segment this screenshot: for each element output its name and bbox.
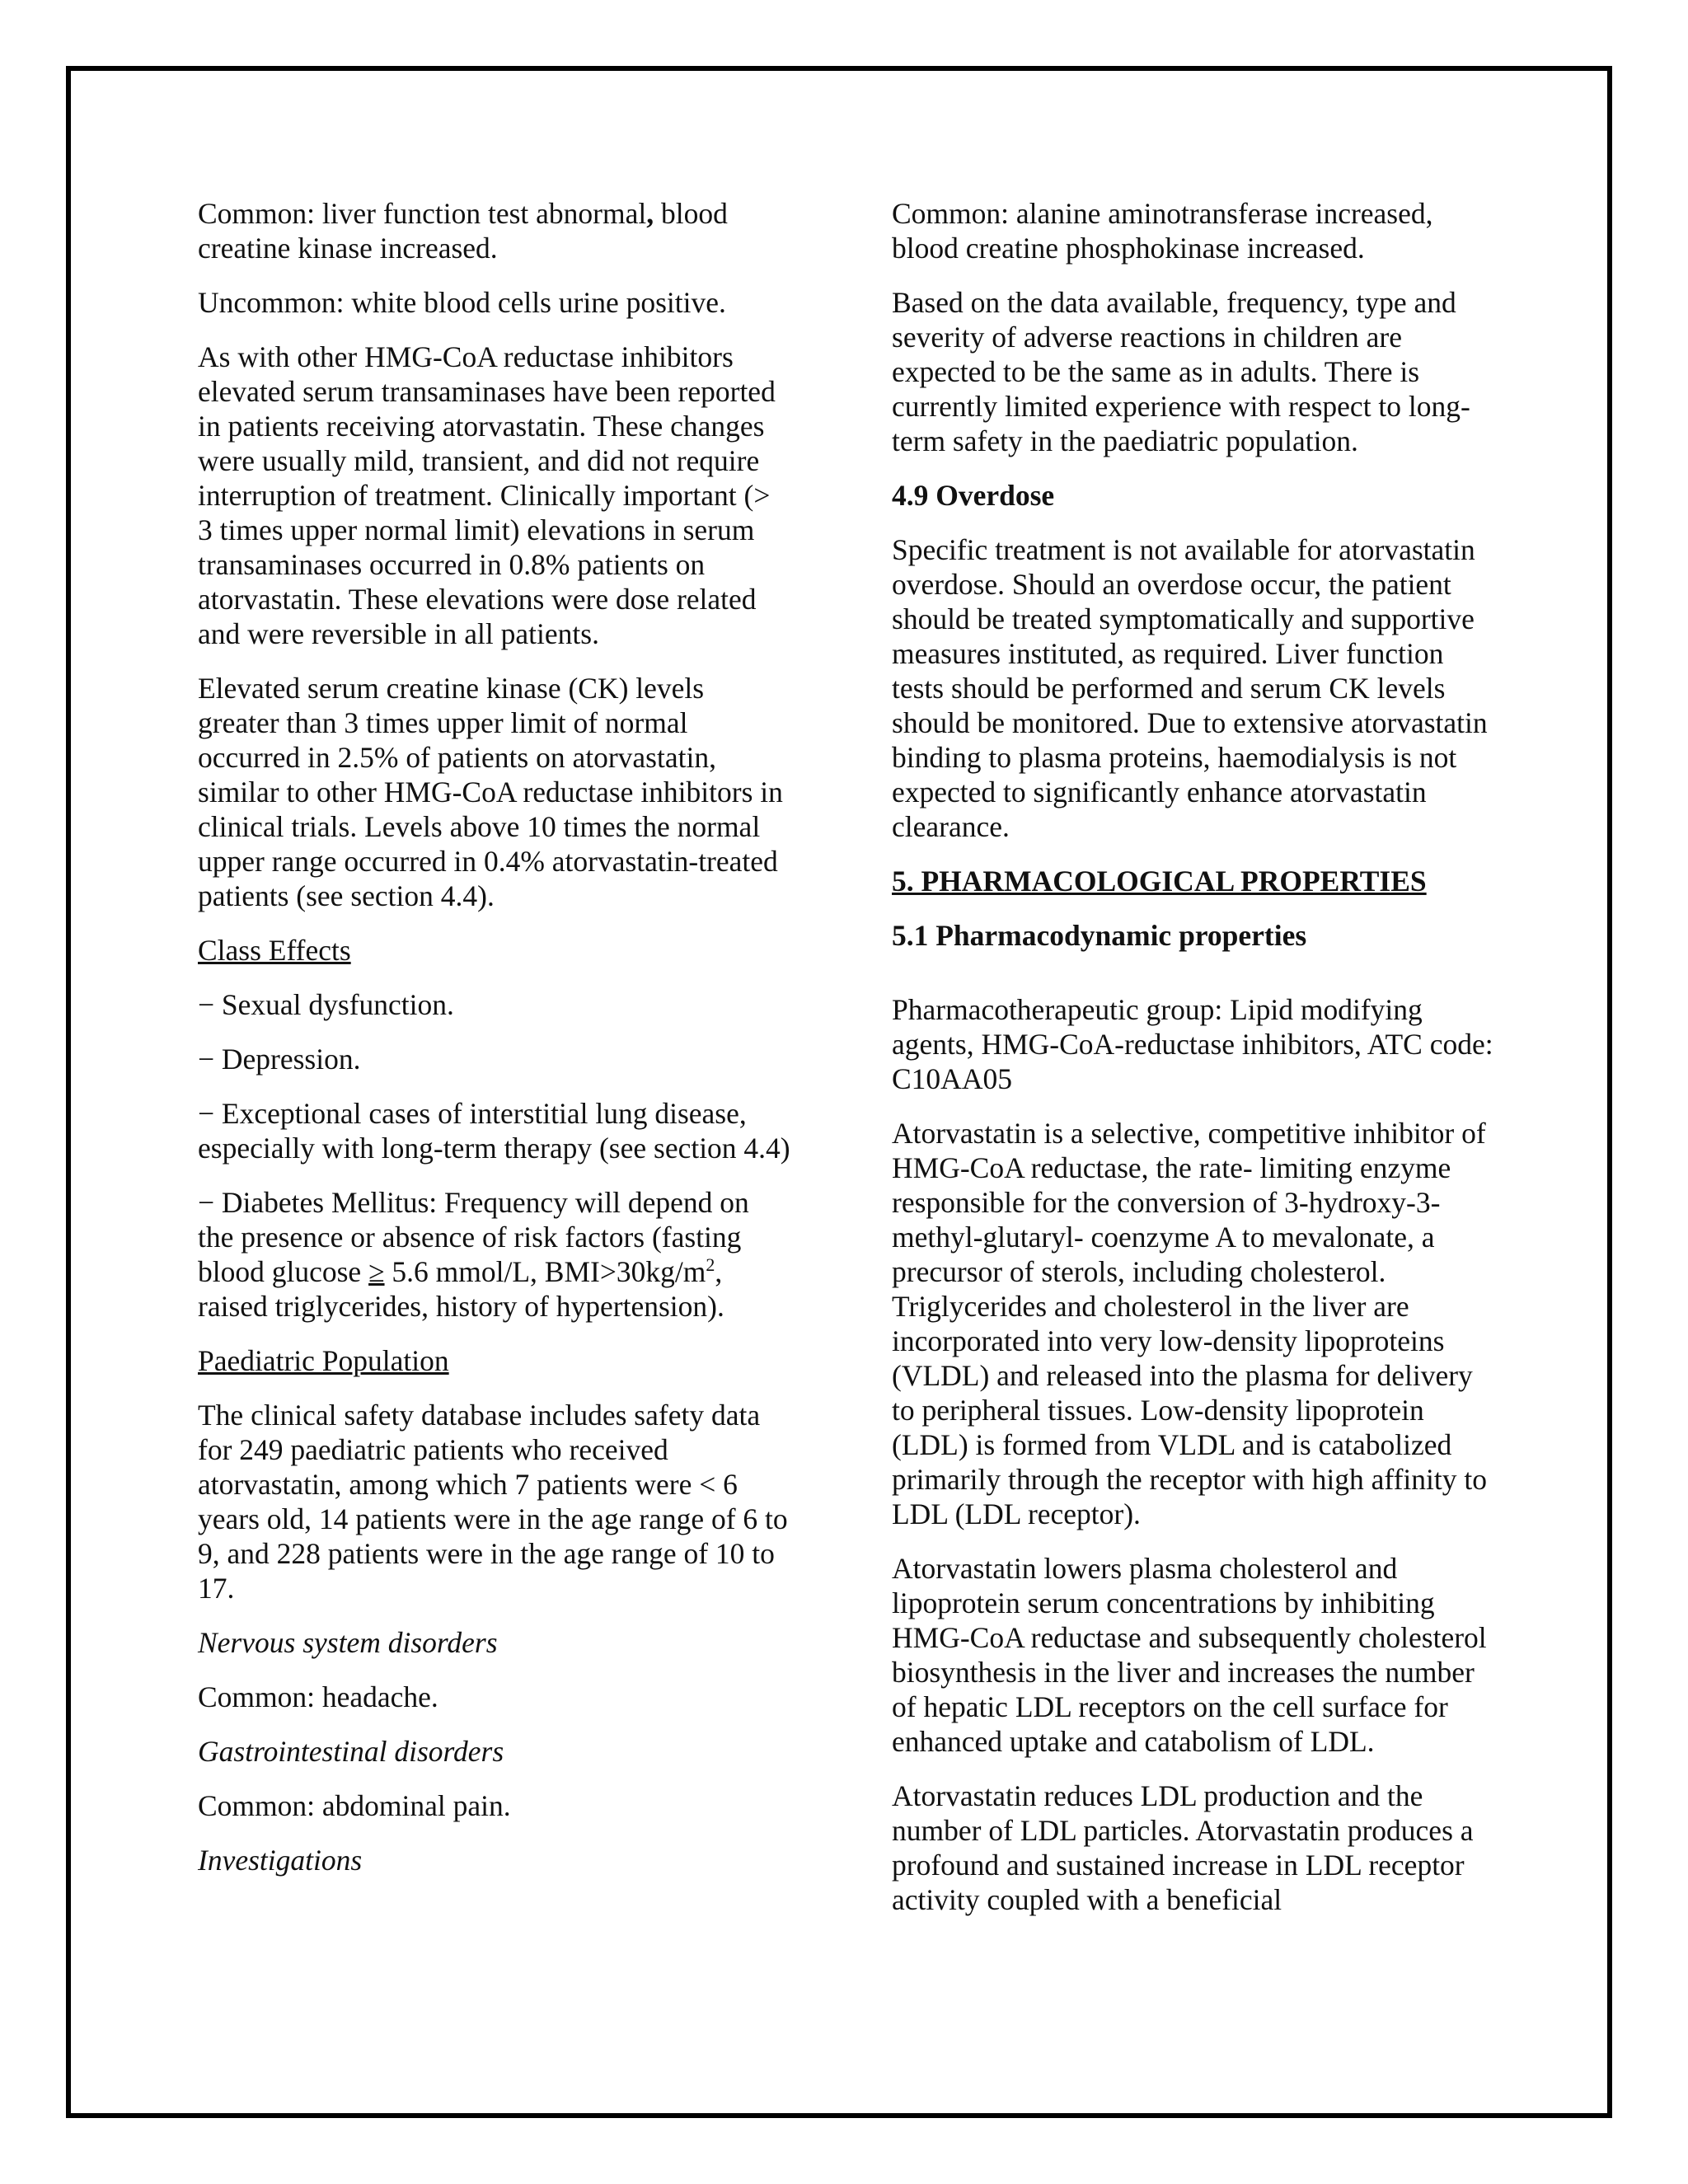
paragraph-pharmacotherapeutic-group: Pharmacotherapeutic group: Lipid modifying agents, HMG-CoA-reductase inhibitors, ATC code: C10AA05 (892, 993, 1493, 1095)
paragraph-ck-levels: Elevated serum creatine kinase (CK) levels greater than 3 times upper limit of normal occurred in 2.5% of patients on atorvastatin, similar to other HMG-CoA reductase inhibitors in clinical trials. Levels above 10 times the normal upper range occurred in 0.4% atorvastatin-treated patients (see section 4.4). (198, 672, 783, 912)
paragraph-uncommon: Uncommon: white blood cells urine positive. (198, 286, 726, 319)
heading-overdose: 4.9 Overdose (892, 479, 1055, 512)
paragraph-lft-common: Common: liver function test abnormal, blood creatine kinase increased. (198, 197, 728, 265)
paragraph-overdose: Specific treatment is not available for atorvastatin overdose. Should an overdose occur, the patient should be treated symptomatically and supportive measures instituted, as required. Liver function tests should be performed and serum CK levels should be monitored. Due to extensive atorvastatin binding to plasma proteins, haemodialysis is not expected to significantly enhance atorvastatin clearance. (892, 533, 1488, 843)
paragraph-transaminases: As with other HMG-CoA reductase inhibitors elevated serum transaminases have been reported in patients receiving atorvastatin. These changes were usually mild, transient, and did not require interruption of treatment. Clinically important (> 3 times upper normal limit) elevations in serum transaminases occurred in 0.8% patients on atorvastatin. These elevations were dose related and were reversible in all patients. (198, 340, 776, 650)
heading-paediatric-population: Paediatric Population (198, 1344, 449, 1377)
heading-nervous-system: Nervous system disorders (198, 1626, 498, 1659)
paragraph-headache: Common: headache. (198, 1680, 438, 1713)
paragraph-rgt-common: Common: alanine aminotransferase increased, blood creatine phosphokinase increased. (892, 197, 1433, 265)
paragraph-selective-inhibitor: Atorvastatin is a selective, competitive inhibitor of HMG-CoA reductase, the rate- limiting enzyme responsible for the conversion of 3-hydroxy-3-methyl-glutaryl- coenzyme A to mevalonate, a precursor of sterols, including cholesterol. Triglycerides and cholesterol in the liver are incorporated into very low-density lipoproteins (VLDL) and released into the plasma for delivery to peripheral tissues. Low-density lipoprotein (LDL) is formed from VLDL and is catabolized primarily through the receptor with high affinity to LDL (LDL receptor). (892, 1117, 1487, 1530)
paragraph-reduces-ldl: Atorvastatin reduces LDL production and the number of LDL particles. Atorvastatin produces a profound and sustained increase in LDL receptor activity coupled with a beneficial (892, 1779, 1474, 1916)
heading-investigations: Investigations (198, 1844, 363, 1877)
paragraph-data-available: Based on the data available, frequency, type and severity of adverse reactions in children are expected to be the same as in adults. There is currently limited experience with respect to long-term safety in the paediatric population. (892, 286, 1470, 457)
paragraph-abdominal-pain: Common: abdominal pain. (198, 1789, 511, 1822)
bullet-diabetes: − Diabetes Mellitus: Frequency will depend on the presence or absence of risk factors (fasting blood glucose ≥ 5.6 mmol/L, $BMI>30kg/m^2$, raised triglycerides, history of hypertension). (198, 1186, 749, 1323)
heading-pharmacological-properties: 5. PHARMACOLOGICAL PROPERTIES (892, 865, 1427, 898)
paragraph-paediatric-database: The clinical safety database includes safety data for 249 paediatric patients who received atorvastatin, among which 7 patients were < 6 years old, 14 patients were in the age range of 6 to 9, and 228 patients were in the age range of 10 to 17. (198, 1399, 788, 1605)
heading-pharmacodynamic-properties: 5.1 Pharmacodynamic properties (892, 919, 1307, 952)
heading-gastrointestinal: Gastrointestinal disorders (198, 1735, 504, 1768)
bullet-lung-disease: − Exceptional cases of interstitial lung disease, especially with long-term therapy (see section 4.4) (198, 1097, 790, 1165)
heading-class-effects: Class Effects (198, 934, 351, 967)
right-column (892, 196, 1493, 1937)
left-column (198, 196, 791, 1897)
bullet-depression: − Depression. (198, 1043, 361, 1076)
bullet-sexual-dysfunction: − Sexual dysfunction. (198, 988, 454, 1021)
paragraph-lowers-cholesterol: Atorvastatin lowers plasma cholesterol and lipoprotein serum concentrations by inhibiting HMG-CoA reductase and subsequently cholesterol biosynthesis in the liver and increases the number of hepatic LDL receptors on the cell surface for enhanced uptake and catabolism of LDL. (892, 1552, 1487, 1758)
